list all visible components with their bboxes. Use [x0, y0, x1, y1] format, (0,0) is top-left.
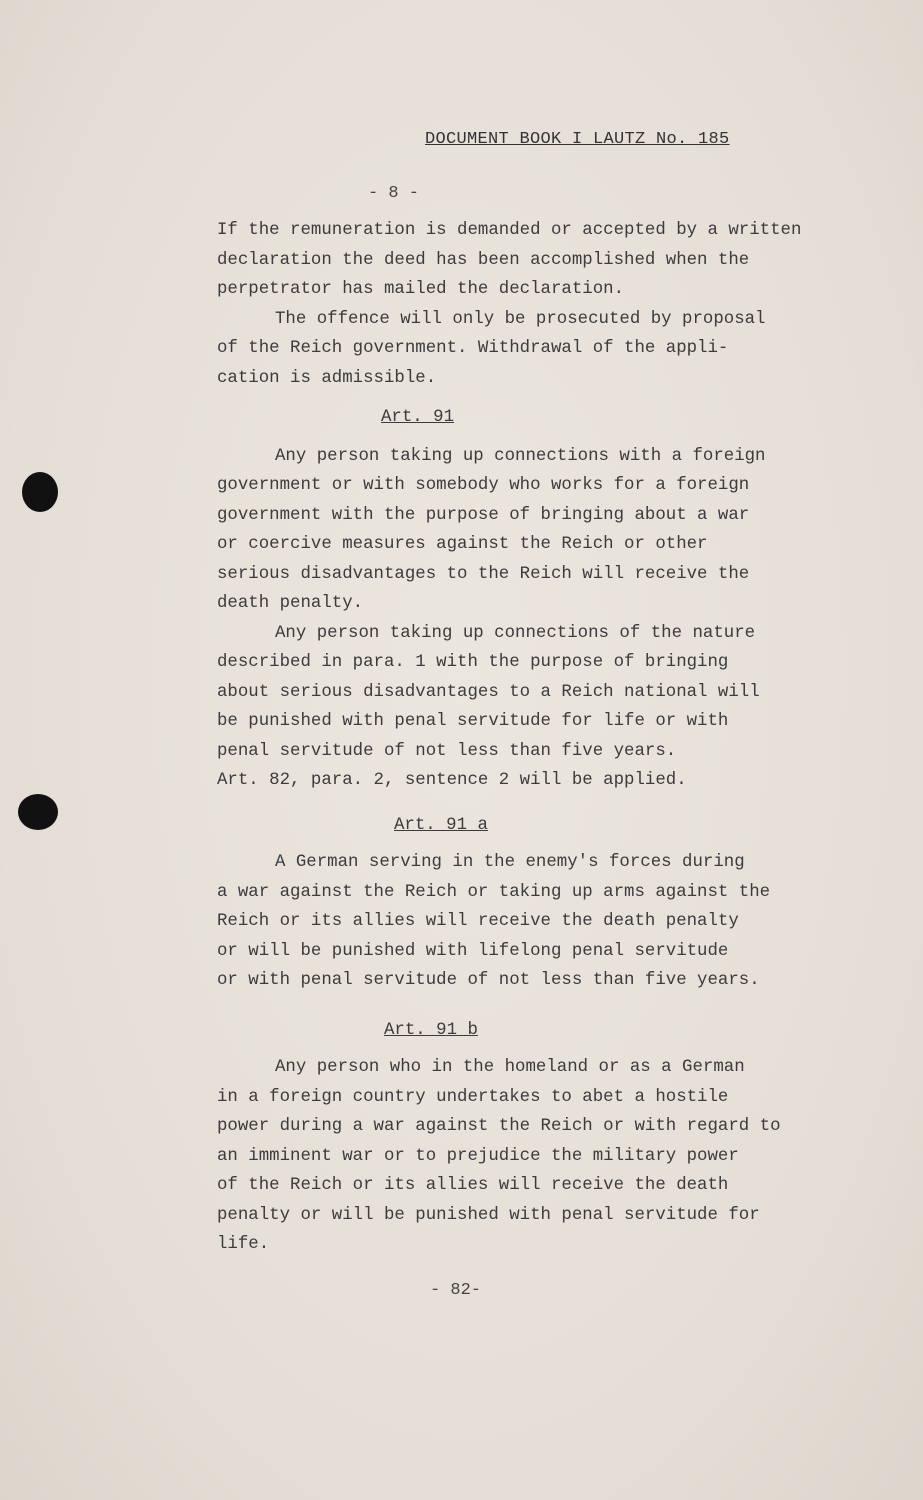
- text-line: death penalty.: [217, 594, 364, 613]
- article-heading-91a: Art. 91 a: [394, 815, 488, 835]
- punch-hole: [18, 794, 58, 830]
- text-line: A German serving in the enemy's forces during: [275, 853, 745, 872]
- article-heading-91: Art. 91: [381, 408, 455, 427]
- text-line: an imminent war or to prejudice the military power: [217, 1146, 739, 1166]
- text-line: a war against the Reich or taking up arms against the: [217, 882, 771, 902]
- text-line: Any person taking up connections of the nature: [275, 623, 756, 643]
- text-line: If the remuneration is demanded or accepted by a written: [217, 221, 802, 240]
- text-line: cation is admissible.: [217, 368, 437, 388]
- text-line: described in para. 1 with the purpose of bringing: [217, 653, 729, 672]
- text-line: or coercive measures against the Reich or other: [217, 535, 708, 554]
- text-line: declaration the deed has been accomplished when the: [217, 250, 750, 270]
- page-number-bottom: - 82-: [430, 1281, 482, 1300]
- text-line: be punished with penal servitude for life or with: [217, 712, 729, 731]
- article-heading-91b: Art. 91 b: [384, 1020, 478, 1040]
- text-line: of the Reich government. Withdrawal of the appli-: [217, 339, 729, 358]
- text-line: or with penal servitude of not less than five years.: [217, 971, 760, 990]
- text-line: Art. 82, para. 2, sentence 2 will be applied.: [217, 771, 687, 790]
- text-line: serious disadvantages to the Reich will receive the: [217, 564, 750, 584]
- text-line: government or with somebody who works for a foreign: [217, 476, 750, 495]
- document-header: DOCUMENT BOOK I LAUTZ No. 185: [425, 130, 730, 149]
- text-line: power during a war against the Reich or with regard to: [217, 1117, 781, 1136]
- text-line: of the Reich or its allies will receive the death: [217, 1176, 729, 1195]
- text-line: government with the purpose of bringing about a war: [217, 505, 750, 525]
- document-body: [217, 216, 877, 1260]
- text-line: in a foreign country undertakes to abet a hostile: [217, 1087, 729, 1107]
- text-line: penal servitude of not less than five years.: [217, 741, 677, 761]
- text-line: about serious disadvantages to a Reich national will: [217, 682, 760, 702]
- text-line: The offence will only be prosecuted by proposal: [275, 309, 766, 329]
- page-number-top: - 8 -: [368, 184, 420, 203]
- text-line: or will be punished with lifelong penal servitude: [217, 941, 729, 961]
- text-line: life.: [217, 1235, 270, 1254]
- text-line: Reich or its allies will receive the death penalty: [217, 912, 739, 931]
- text-line: Any person taking up connections with a foreign: [275, 446, 766, 466]
- punch-hole: [22, 472, 58, 512]
- text-line: perpetrator has mailed the declaration.: [217, 280, 625, 299]
- text-line: penalty or will be punished with penal servitude for: [217, 1205, 760, 1225]
- text-line: Any person who in the homeland or as a German: [275, 1058, 745, 1077]
